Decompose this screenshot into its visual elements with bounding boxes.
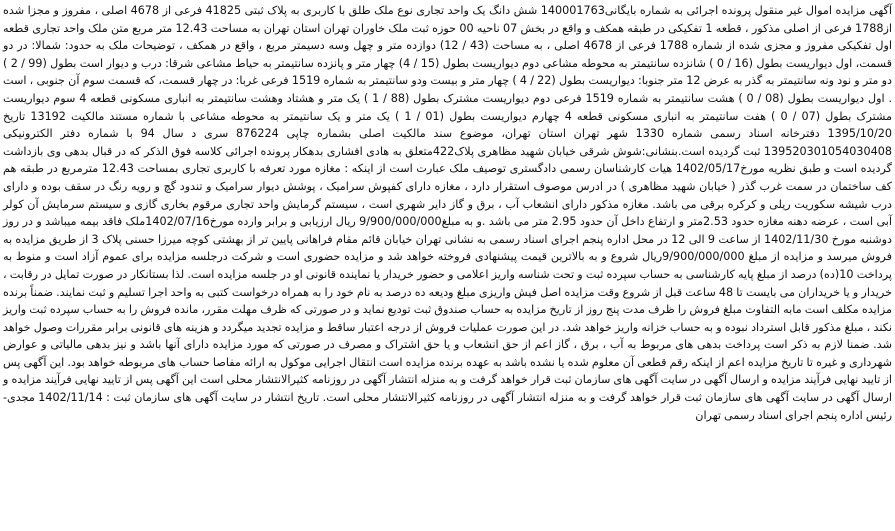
auction-notice-text: آگهی مزایده اموال غیر منقول پرونده اجرائی به شماره بایگانی140001763 شش دانگ یک واحد تجاری نوع ملک طلق با کاربری به پلاک ثبتی 41825 فرعی از 4678 اصلی ، مفروز و مجزا شده از1788 فرعی از اصلی مذکور ، قطعه 1 تفکیکی در طبقه همکف و واقع در بخش 07 ناحیه 00 حوزه ثبت ملک خاوران تهران استان تهران به مساحت 12.43 متر مربع متن ملک واحد تجاری قطعه اول تفکیکی مفروز و مجزی شده از شماره 1788 فرعی از 4678 اصلی ، به مساحت (43 / 12) دوازده متر و چهل وسه دسیمتر مربع ، واقع در همکف ، توضیحات ملک به حدود: شمالا: در دو قسمت، اول دیواریست بطول (16 / 0 ) شانزده سانتیمتر به محوطه مشاعی دوم دیواریست بطول (15 / 4) چهار متر و پانزده سانتیمتر به حیاط مشاعی شرقا: درب و دیوار است بطول (99 / 2 ) دو متر و نود ونه سانتیمتر به گذر به عرض 12 متر جنوبا: دیواریست بطول (22 / 4 ) چهار متر و بیست ودو سانتیمتر به شماره 1519 فرعی غربا: در چهار قسمت، که قسمت سوم آن جنوبی ، است . اول دیواریست بطول (08 / 0 ) هشت سانتیمتر به شماره 1519 فرعی دوم دیواریست مشترک بطول (88 / 1 ) یک متر و هشتاد وهشت سانتیمتر به انباری مسکونی قطعه 4 سوم دیواریست مشترک بطول (07 / 0 ) هفت سانتیمتر به انباری مسکونی قطعه 4 چهارم دیواریست بطول (01 / 1 ) یک متر و یک سانتیمتر به محوطه مشاعی با شماره مستند مالکیت 13192 تاریخ 1395/10/20 دفترخانه اسناد رسمی شماره 1330 شهر تهران استان تهران، موضوع سند مالکیت اصلی بشماره چاپی 876224 سری د سال 94 با شماره دفتر الکترونیکی 139520301054030408 ثبت گردیده است.بنشانی:شوش شرقی خیابان شهید مظاهری پلاک422متعلق به هادی افشاری بدهکار پرونده اجرائی کلاسه فوق الذکر که در قبال بدهی وی بازداشت گردیده است و طبق نظریه مورخ1402/05/17 هیات کارشناسان رسمی دادگستری توصیف ملک عبارت است از اینکه : مغازه مورد تعرفه با کاربری تجاری بمساحت 12.43 مترمربع در طبقه هم کف ساختمان در سمت غرب گذر ( خیابان شهید مظاهری ) در ادرس موصوف استقرار دارد ، مغازه دارای کفپوش سرامیک ، پوشش دیوار سرامیک و تندود گچ و رویه رنگ در سقف بوده و دارای درب شیشه سکوریت ریلی و کرکره برقی می باشد. مغازه مذکور دارای انشعاب آب ، برق و گاز دایر شهری است ، سیستم گرمایش واحد تجاری مرقوم بخاری گازی و سیستم سرمایش آن کولر آبی است ، عرضه دهنه مغازه حدود 2.53متر و ارتفاع داخل آن حدود 2.95 متر می باشد .و به مبلغ9/900/000/000 ریال ارزیابی و برابر وارده مورخ1402/07/16ملک فاقد بیمه میباشد و در روز دوشنبه مورخ 1402/11/30 از ساعت 9 الی 12 در محل اداره پنجم اجرای اسناد رسمی به نشانی تهران خیابان قائم مقام فراهانی پایین تر از بهشتی کوچه میرزا حسنی پلاک 3 از طریق مزایده به فروش میرسد و مزایده از مبلغ 9/900/000/000ریال شروع و به بالاترین قیمت پیشنهادی فروخته خواهد شد و مزایده حضوری است و شرکت درجلسه مزایده برای عموم آزاد است و منوط به پرداخت 10(ده) درصد از مبلغ پایه کارشناسی به حساب سپرده ثبت و تحت شناسه واریز اعلامی و حضور خریدار یا نماینده قانونی او در جلسه مزایده است. لذا بستانکار در صورت تمایل در رقابت ، خریدار و یا خریداران می بایست تا 48 ساعت قبل از شروع وقت مزایده اصل فیش واریزی مبلغ ودیعه ده درصد به نام خود را به همراه درخواست کتبی به واحد اجرا تسلیم و ثبت نمایند. ضمناً برنده مزایده مکلف است مابه التفاوت مبلغ فروش را ظرف مدت پنج روز از تاریخ مزایده به حساب صندوق ثبت تودیع نماید و در صورتی که ظرف مهلت مقرر، مانده فروش را به حساب سپرده ثبت واریز نکند ، مبلغ مذکور قابل استرداد نبوده و به حساب خزانه واریز خواهد شد. در این صورت عملیات فروش از درجه اعتبار ساقط و مزایده تجدید میگردد و هزینه های قانونی برابر مقررات وصول خواهد شد. ضمنا لازم به ذکر است پرداخت بدهی های مربوط به آب ، برق ، گاز اعم از حق انشعاب و یا حق اشتراک و مصرف در صورتی که مورد مزایده دارای آنها باشد و نیز بدهی مالیاتی و عوارض شهرداری و غیره تا تاریخ مزایده اعم از اینکه رقم قطعی آن معلوم شده یا نشده باشد به عهده برنده مزایده است انتقال اجرایی موکول به ارائه مفاصا حساب های مربوطه خواهد بود. این آگهی پس از تایید نهایی فرآیند مزایده و ارسال آگهی در سایت آگهی های سازمان ثبت قرار خواهد گرفت و به منزله انتشار آگهی در روزنامه کثیرالانتشار محلی است این آگهی پس از تایید نهایی فرآیند مزایده و ارسال آگهی در سایت آگهی های سازمان ثبت قرار خواهد گرفت و به منزله انتشار آگهی در روزنامه کثیرالانتشار محلی است. تاریخ انتشار در سایت آگهی های سازمان ثبت : 1402/11/14 مجدی-رئیس اداره پنجم اجرای اسناد رسمی تهران bbox=[3, 4, 893, 422]
